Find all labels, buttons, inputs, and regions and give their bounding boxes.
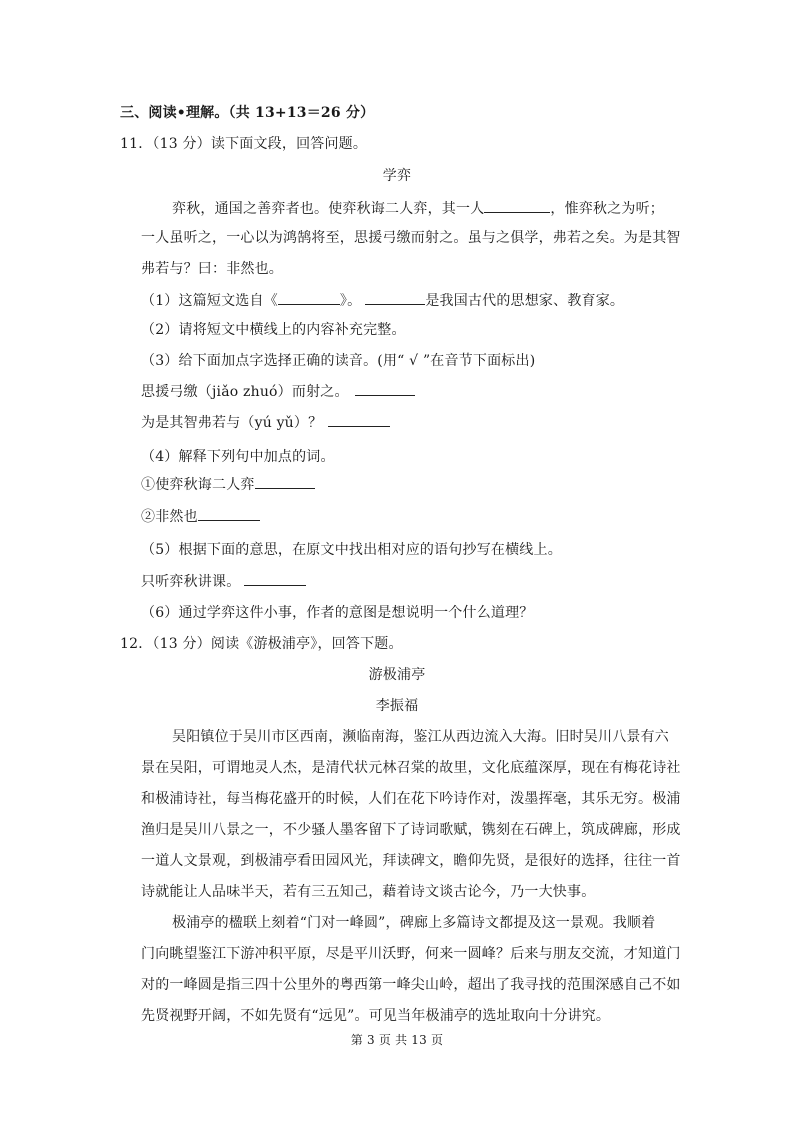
question-12-stem: 12．（13 分）阅读《游极浦亭》，回答下题。 — [120, 636, 403, 652]
article-p1-line: 渔归是吴川八景之一，不少骚人墨客留下了诗词歌赋，镌刻在石碑上，筑成碑廊，形成 — [141, 822, 681, 838]
sub-question-4-item-2 — [141, 506, 260, 527]
passage-line-1-a: 弈秋，通国之善弈者也。使弈秋诲二人弈，其一人 — [172, 201, 485, 217]
section-title: 三、阅读•理解。（共 13+13＝26 分） — [120, 105, 375, 121]
sub-question-6: （6）通过学弈这件小事，作者的意图是想说明一个什么道理？ — [141, 605, 534, 621]
passage-line-3: 弗若与？曰：非然也。 — [141, 261, 283, 277]
pinyin-choice-yu: 为是其智弗若与（yú yǔ）？ — [141, 415, 323, 431]
answer-blank-word-2[interactable] — [198, 506, 260, 521]
article-title: 游极浦亭 — [368, 667, 426, 683]
sub-question-1-a: （1）这篇短文选自《 — [141, 293, 278, 309]
sub-question-1-b: 》。 — [339, 293, 362, 309]
article-p2-line: 门向眺望鉴江下游冲积平原，尽是平川沃野，何来一圆峰？后来与朋友交流，才知道门 — [141, 946, 681, 962]
article-p1-line: 景在吴阳，可谓地灵人杰，是清代状元林召棠的故里，文化底蕴深厚，现在有梅花诗社 — [141, 760, 681, 776]
article-p1-line: 和极浦诗社，每当梅花盛开的时候，人们在花下吟诗作对，泼墨挥毫，其乐无穷。极浦 — [141, 791, 681, 807]
article-p2-line: 先贤视野开阔，不如先贤有“远见”。可见当年极浦亭的选址取向十分讲究。 — [141, 1008, 611, 1024]
question-11-stem: 11．（13 分）读下面文段，回答问题。 — [120, 136, 368, 152]
phrase-shi-yiqiu: ①使弈秋诲二人弈 — [141, 477, 255, 493]
sub-question-4: （4）解释下列句中加点的词。 — [141, 449, 335, 465]
sub-question-1-c: 是我国古代的思想家、教育家。 — [425, 293, 625, 309]
answer-blank-pinyin-2[interactable] — [328, 412, 390, 427]
article-p2-line: 极浦亭的楹联上刻着“门对一峰圆”，碑廊上多篇诗文都提及这一景观。我顺着 — [172, 915, 656, 931]
sub-question-1 — [141, 290, 624, 311]
sub-question-3-item-2 — [141, 412, 390, 433]
sub-question-2: （2）请将短文中横线上的内容补充完整。 — [141, 322, 406, 338]
answer-blank-pinyin-1[interactable] — [355, 381, 415, 396]
passage-line-1-b: ，惟弈秋之为听； — [550, 201, 665, 217]
sub-question-5: （5）根据下面的意思，在原文中找出相对应的语句抄写在横线上。 — [141, 542, 562, 558]
article-p1-line: 吴阳镇位于吴川市区西南，濒临南海，鉴江从西边流入大海。旧时吴川八景有六 — [172, 729, 669, 745]
sub-question-3-item-1 — [141, 381, 415, 402]
passage-line-1 — [172, 198, 664, 219]
passage-title-xueyi: 学弈 — [382, 168, 412, 184]
article-p2-line: 对的一峰圆是指三四十公里外的粤西第一峰尖山岭，超出了我寻找的范围深感自己不如 — [141, 977, 681, 993]
answer-blank-word-1[interactable] — [255, 474, 315, 489]
phrase-fei-ran: ②非然也 — [141, 509, 198, 525]
answer-blank-passage[interactable] — [484, 198, 550, 213]
passage-line-2: 一人虽听之，一心以为鸿鹄将至，思援弓缴而射之。虽与之俱学，弗若之矣。为是其智 — [141, 230, 681, 246]
answer-blank-sentence[interactable] — [244, 571, 306, 586]
sub-question-5-item — [141, 571, 306, 592]
meaning-text: 只听弈秋讲课。 — [141, 574, 241, 590]
article-p1-line: 诗就能让人品味半天，若有三五知己，藉着诗文谈古论今，乃一大快事。 — [141, 884, 596, 900]
article-author: 李振福 — [375, 698, 419, 714]
answer-blank-author[interactable] — [365, 290, 425, 305]
sub-question-3: （3）给下面加点字选择正确的读音。(用“ √ ”在音节下面标出) — [141, 353, 536, 369]
answer-blank-source[interactable] — [278, 290, 340, 305]
page-footer: 第 3 页 共 13 页 — [350, 1033, 444, 1047]
article-p1-line: 一道人文景观，到极浦亭看田园风光，拜读碑文，瞻仰先贤，是很好的选择，往往一首 — [141, 853, 681, 869]
sub-question-4-item-1 — [141, 474, 315, 495]
pinyin-choice-jiao: 思援弓缴（jiǎo zhuó）而射之。 — [141, 384, 349, 400]
